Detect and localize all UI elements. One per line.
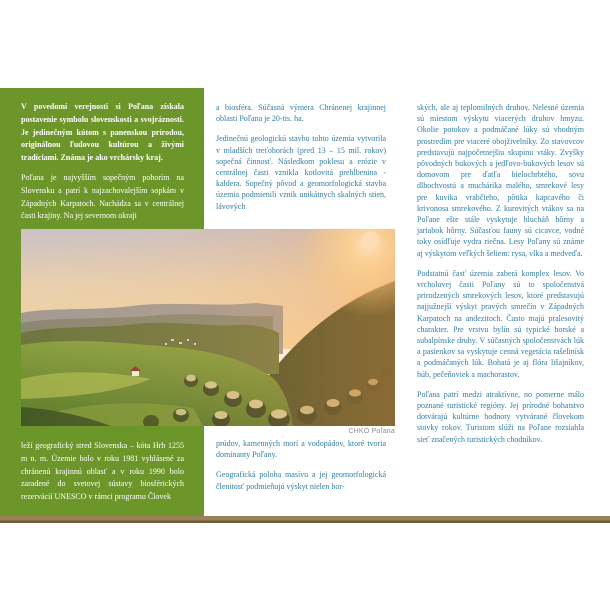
body-paragraph: prúdov, kamenných morí a vodopádov, ktoré tvoria dominanty Poľany. — [216, 439, 386, 460]
sidebar-text-bottom — [21, 440, 184, 504]
sidebar-intro-paragraph: V povedomí verejnosti si Poľana získala postavenie symbolu slovenskosti a svojráznosti. Je jedinečným kútom s panenskou prírodou, originálnou ľudovou kultúrou a živými tradíciami. Známa je ako vrchársky kraj. — [21, 102, 184, 163]
sidebar-paragraph: Poľana je najvyšším sopečným pohorím na Slovensku a patrí k najzachovalejším sopkám v Západných Karpatoch. Nachádza sa v centrálnej časti krajiny. Na jej severnom okraji — [21, 172, 184, 221]
photo-caption: CHKO Poľana — [348, 428, 395, 435]
middle-column-top — [216, 102, 386, 212]
body-paragraph: Podstatnú časť územia zaberá komplex lesov. Vo vrcholovej časti Poľany sú to spoločenstvá prirodzených smrekových lesov, ktoré predstavujú najjužnejší výskyt pravých smrečín v Západných Karpatoch na andezitoch. Často majú pralesovitý charakter. Pre vrstvu bylín sú typické horské a subalpínske druhy. V súčasných spoločenstvách lúk a pasienkov sa vyskytuje cenná vegetácia rašelinísk a podmáčaných lúk. Bohatá je aj flóra lišajníkov, húb, pečeňoviek a machorastov. — [417, 268, 584, 379]
body-paragraph: Jedinečnú geologickú stavbu tohto územia vytvorila v mladších treťohorách (pred 13 – 15 mil. rokov) sopečná činnosť. Následkom poklesu a erózie v centrálnej časti vznikla kotlovitá prehĺbenina - kaldera. Sopečný pôvod a geomorfologická stavba územia podmienili vznik unikátnych skalných stien, lávových — [216, 134, 386, 211]
body-paragraph: a biosféra. Súčasná výmera Chránenej krajinnej oblasti Poľana je 20-tis. ha. — [216, 103, 386, 124]
middle-column-bottom — [216, 438, 386, 492]
sidebar-paragraph: leží geografický stred Slovenska – kóta Hrb 1255 m n. m. Územie bolo v roku 1981 vyhlásené za chránenú krajinnú oblasť a v roku 1990 bolo zaradené do svetovej sústavy biosférických rezervácií UNESCO v rámci programu Človek — [21, 441, 184, 502]
right-column — [417, 102, 584, 445]
body-paragraph: Geografická poloha masívu a jej geomorfologická členitosť podmieňujú výskyt nielen hor- — [216, 470, 386, 491]
sidebar-text-top — [21, 101, 184, 223]
body-paragraph: Poľana patrí medzi atraktívne, no pomerne málo poznané turistické regióny. Jej prírodné bohatstvo dotvárajú kultúrne hodnoty vytvárané človekom stovky rokov. Turistom slúži na Poľane rozsiahla sieť značených turistických chodníkov. — [417, 389, 584, 444]
bottom-rule — [0, 516, 610, 523]
landscape-photo — [21, 229, 395, 426]
body-paragraph: ských, ale aj teplomilných druhov. Nelesné územia sú miestom výskytu viacerých druhov hmyzu. Okolie potokov a podmáčané lúky sú vhodným prostredím pre viaceré obojživelníky. Zo stavovcov predstavujú najpočetnejšiu skupinu vtáky. Zvyšky pôvodných bukových a jedľovo-bukových lesov sú domovom pre ďatľa bielochrbtého, sovu dlhochvostú a muchárika malého, smrekové lesy pre kuvika vrabčieho, pôtika kapcavého či krivonosa smrekového. Z kurovitých vtákov sa na Poľane ešte stále vyskytuje hlucháň hôrny a jariabok hôrny. Súčasťou fauny sú cicavce, vodné toky osídľuje vydra riečna. Lesy Poľany sú známe aj výskytom veľkých šeliem: rysa, vlka a medveďa. — [417, 103, 584, 258]
